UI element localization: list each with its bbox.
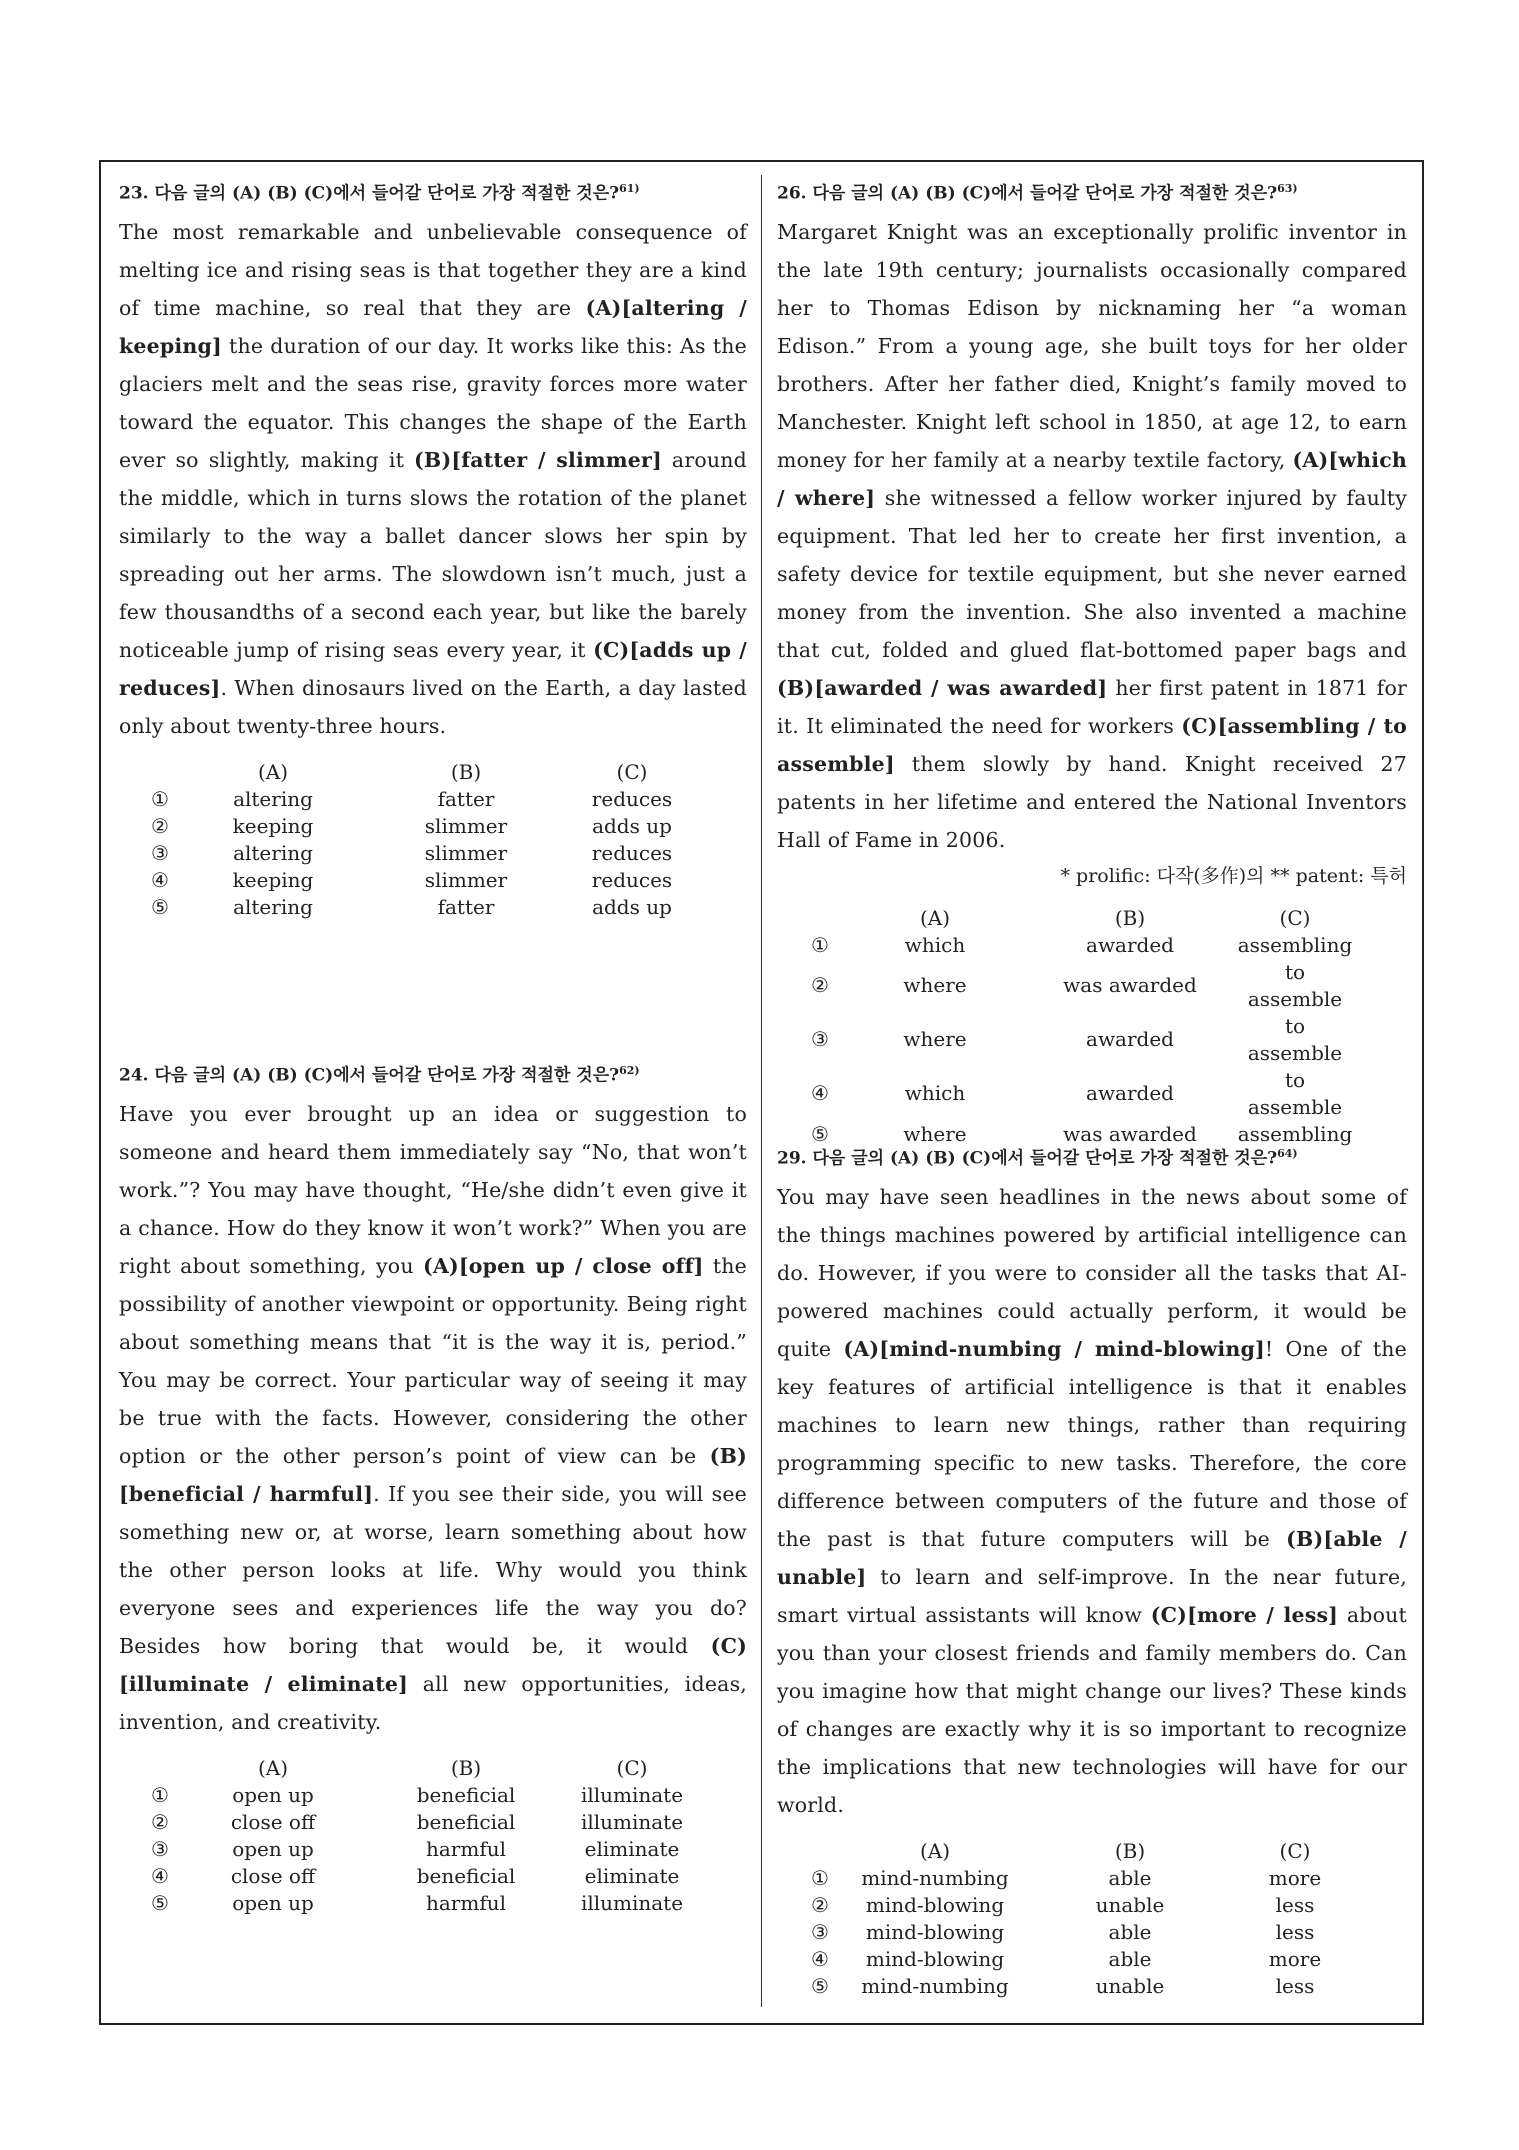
footnote-ref: 61) (619, 182, 640, 195)
question-heading: 26. 다음 글의 (A) (B) (C)에서 들어갈 단어로 가장 적절한 것은?$^{63)}$ (777, 182, 1298, 204)
blank-c: (C)[illuminate / eliminate] (119, 1633, 747, 1696)
question-24 (119, 1056, 747, 1917)
option-row[interactable]: ③ open up harmful eliminate (151, 1836, 680, 1861)
option-row[interactable]: ⑤ mind-numbing unable less (811, 1973, 1315, 1998)
footnote-ref: 63) (1277, 182, 1298, 195)
option-row[interactable]: ① altering fatter reduces (151, 786, 673, 811)
option-row[interactable]: ② close off beneficial illuminate (151, 1809, 684, 1834)
passage: Have you ever brought up an idea or suggestion to someone and heard them immediately say “No, that won’t work.”? You may have thought, “He/she didn’t even give it a chance. How do they know it won’t work?” When you are right about something, you (A)[open up / close off] the possibility of another viewpoint or opportunity. Being right about something means that “it is the way it is, period.” You may be correct. Your particular way of seeing it may be true with the facts. However, considering the other option or the other person’s point of view can be (B)[beneficial / harmful]. If you see their side, you will see something new or, at worse, learn something about how the other person looks at life. Why would you think everyone sees and experiences life the way you do? Besides how boring that would be, it would (C)[illuminate / eliminate] all new opportunities, ideas, invention, and creativity. (119, 1101, 748, 1734)
option-row[interactable]: ① which awarded assembling (811, 932, 1353, 957)
vocabulary-footnote: * prolific: 다작(多作)의 ** patent: 특허 (1060, 864, 1407, 887)
option-row[interactable]: ④ which awarded to assemble (811, 1067, 1343, 1119)
option-row[interactable]: ④ keeping slimmer reduces (151, 867, 673, 892)
blank-b: (B)[able / unable] (777, 1526, 1407, 1589)
passage: Margaret Knight was an exceptionally prolific inventor in the late 19th century; journalists occasionally compared her to Thomas Edison by nicknaming her “a woman Edison.” From a young age, she built toys for her older brothers. After her father died, Knight’s family moved to Manchester. Knight left school in 1850, at age 12, to earn money for her family at a nearby textile factory, (A)[which / where] she witnessed a fellow worker injured by faulty equipment. That led her to create her first invention, a safety device for textile equipment, but she never earned money from the invention. She also invented a machine that cut, folded and glued flat-bottomed paper bags and (B)[awarded / was awarded] her first patent in 1871 for it. It eliminated the need for workers (C)[assembling / to assemble] them slowly by hand. Knight received 27 patents in her lifetime and entered the National Inventors Hall of Fame in 2006. (777, 219, 1407, 852)
answer-options (131, 1755, 689, 1917)
option-row[interactable]: ② where was awarded to assemble (811, 959, 1343, 1011)
option-row[interactable]: ⑤ open up harmful illuminate (151, 1890, 684, 1915)
answer-options (795, 905, 1355, 1148)
option-row[interactable]: ① open up beneficial illuminate (151, 1782, 684, 1807)
options-header: (A) (B) (C) (919, 1838, 1311, 1863)
blank-c: (C)[assembling / to assemble] (777, 713, 1407, 776)
option-row[interactable]: ④ close off beneficial eliminate (151, 1863, 680, 1888)
question-heading: 29. 다음 글의 (A) (B) (C)에서 들어갈 단어로 가장 적절한 것은?$^{64)}$ (777, 1147, 1298, 1169)
column-divider (761, 175, 762, 2007)
option-row[interactable]: ⑤ where was awarded assembling (811, 1121, 1353, 1146)
options-header: (A) (B) (C) (257, 1755, 648, 1780)
blank-b: (B)[fatter / slimmer] (414, 447, 662, 472)
question-heading: 24. 다음 글의 (A) (B) (C)에서 들어갈 단어로 가장 적절한 것은?$^{62)}$ (119, 1064, 640, 1086)
blank-b: (B)[beneficial / harmful] (119, 1443, 747, 1506)
option-row[interactable]: ③ where awarded to assemble (811, 1013, 1343, 1065)
blank-a: (A)[altering / keeping] (119, 295, 747, 358)
blank-a: (A)[mind-numbing / mind-blowing] (843, 1336, 1265, 1361)
question-26 (777, 174, 1407, 1148)
answer-options (131, 759, 689, 921)
blank-b: (B)[awarded / was awarded] (777, 675, 1108, 700)
question-29 (777, 1139, 1407, 2000)
option-row[interactable]: ③ altering slimmer reduces (151, 840, 673, 865)
option-row[interactable]: ② keeping slimmer adds up (151, 813, 672, 838)
answer-options (795, 1838, 1355, 2000)
blank-a: (A)[which / where] (777, 447, 1407, 510)
blank-c: (C)[adds up / reduces] (119, 637, 747, 700)
option-row[interactable]: ③ mind-blowing able less (811, 1919, 1315, 1944)
option-row[interactable]: ④ mind-blowing able more (811, 1946, 1322, 1971)
footnote-ref: 62) (619, 1064, 640, 1077)
blank-c: (C)[more / less] (1150, 1602, 1339, 1627)
footnote-ref: 64) (1277, 1147, 1298, 1160)
options-header: (A) (B) (C) (257, 759, 648, 784)
options-header: (A) (B) (C) (919, 905, 1311, 930)
question-heading: 23. 다음 글의 (A) (B) (C)에서 들어갈 단어로 가장 적절한 것은?$^{61)}$ (119, 182, 640, 204)
passage: The most remarkable and unbelievable consequence of melting ice and rising seas is that together they are a kind of time machine, so real that they are (A)[altering / keeping] the duration of our day. It works like this: As the glaciers melt and the seas rise, gravity forces more water toward the equator. This changes the shape of the Earth ever so slightly, making it (B)[fatter / slimmer] around the middle, which in turns slows the rotation of the planet similarly to the way a ballet dancer slows her spin by spreading out her arms. The slowdown isn’t much, just a few thousandths of a second each year, but like the barely noticeable jump of rising seas every year, it (C)[adds up / reduces]. When dinosaurs lived on the Earth, a day lasted only about twenty-three hours. (119, 219, 748, 738)
question-23 (119, 174, 747, 921)
passage: You may have seen headlines in the news about some of the things machines powered by artificial intelligence can do. However, if you were to consider all the tasks that AI-powered machines could actually perform, it would be quite (A)[mind-numbing / mind-blowing]! One of the key features of artificial intelligence is that it enables machines to learn new things, rather than requiring programming specific to new tasks. Therefore, the core difference between computers of the future and those of the past is that future computers will be (B)[able / unable] to learn and self-improve. In the near future, smart virtual assistants will know (C)[more / less] about you than your closest friends and family members do. Can you imagine how that might change our lives? These kinds of changes are exactly why it is so important to recognize the implications that new technologies will have for our world. (777, 1184, 1407, 1817)
option-row[interactable]: ⑤ altering fatter adds up (151, 894, 672, 919)
blank-a: (A)[open up / close off] (422, 1253, 704, 1278)
option-row[interactable]: ② mind-blowing unable less (811, 1892, 1315, 1917)
option-row[interactable]: ① mind-numbing able more (811, 1865, 1322, 1890)
